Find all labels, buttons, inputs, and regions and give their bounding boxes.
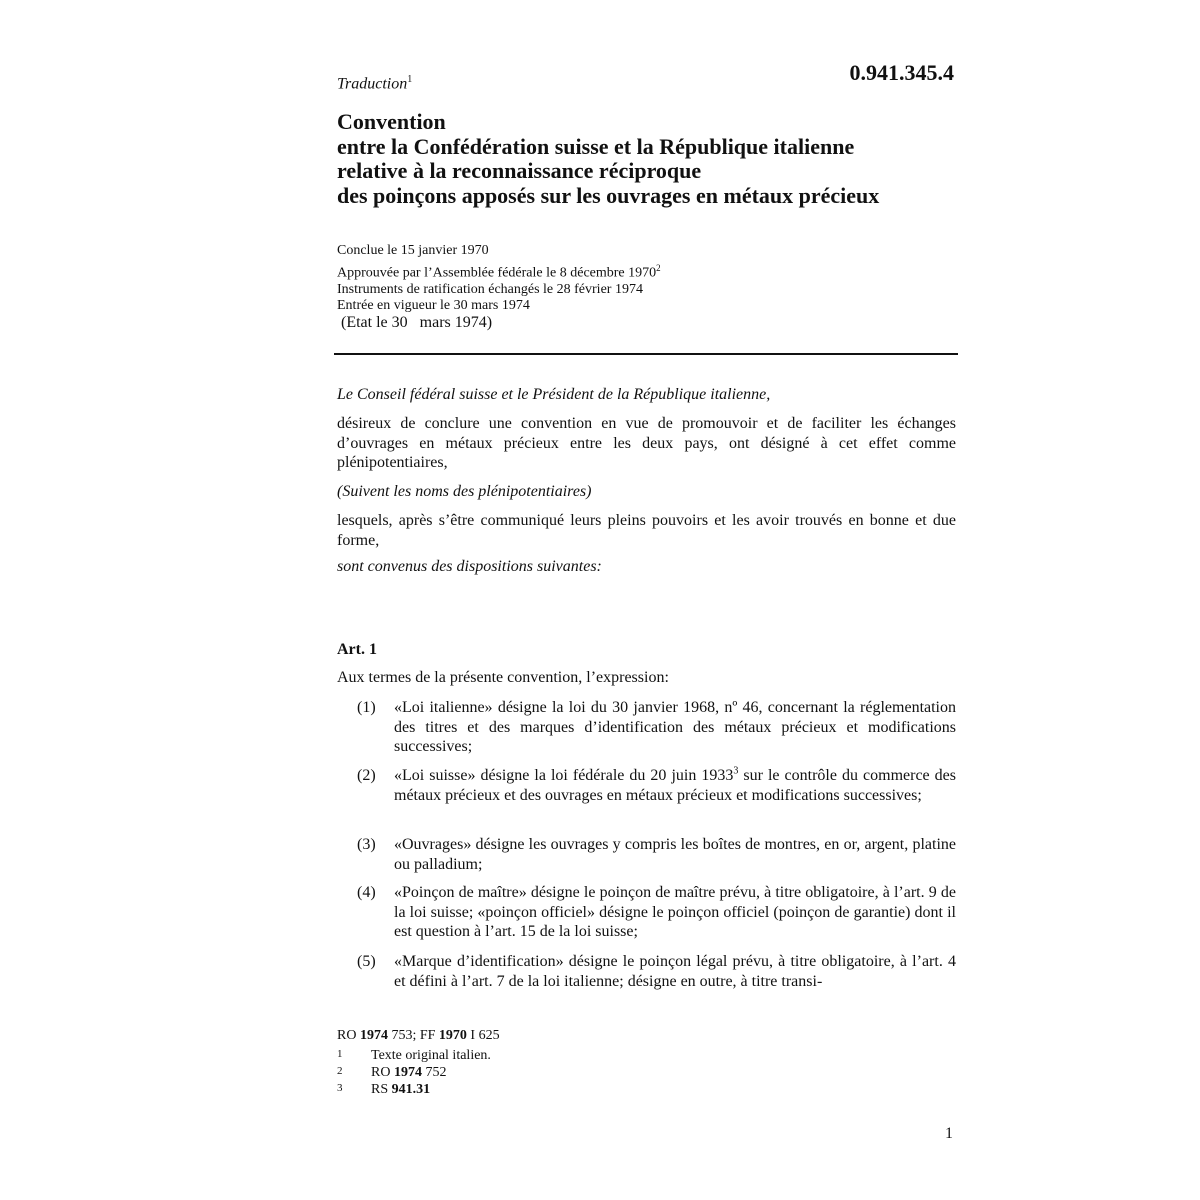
article-intro: Aux termes de la présente convention, l’expression: bbox=[337, 669, 669, 686]
translation-note: Traduction$^1$ bbox=[337, 74, 413, 93]
footnote-ref[interactable]: 1 bbox=[407, 74, 413, 85]
preamble-lesquels: lesquels, après s’être communiqué leurs pleins pouvoirs et les avoir trouvés en bonne et due forme, bbox=[337, 512, 956, 549]
title-line: entre la Confédération suisse et la République italienne bbox=[337, 133, 855, 159]
date-entry-into-force: Entrée en vigueur le 30 mars 1974 bbox=[337, 298, 530, 314]
date-ratification: Instruments de ratification échangés le 28 février 1974 bbox=[337, 281, 643, 297]
rs-number: 0.941.345.4 bbox=[849, 60, 954, 85]
title-line: des poinçons apposés sur les ouvrages en métaux précieux bbox=[337, 182, 880, 208]
footnote-ref[interactable]: 3 bbox=[733, 765, 739, 777]
divider bbox=[334, 353, 958, 355]
date-concluded: Conclue le 15 janvier 1970 bbox=[337, 243, 489, 258]
document-title bbox=[337, 110, 977, 208]
title-line: Convention bbox=[337, 109, 446, 134]
preamble-convenus: sont convenus des dispositions suivantes: bbox=[337, 558, 602, 575]
official-reference: RO 1974 753; FF 1970 I 625 bbox=[337, 1028, 500, 1043]
page-number: 1 bbox=[945, 1125, 953, 1142]
preamble-parties: Le Conseil fédéral suisse et le Président de la République italienne, bbox=[337, 386, 771, 403]
title-line: relative à la reconnaissance réciproque bbox=[337, 158, 702, 183]
article-title: Art. 1 bbox=[337, 641, 377, 658]
status-date: (Etat le 30 mars 1974) bbox=[341, 314, 493, 331]
footnote-ref[interactable]: 2 bbox=[656, 262, 661, 273]
preamble-desireux: désireux de conclure une convention en vue de promouvoir et de faciliter les échanges d’ouvrages en métaux précieux entre les deux pays, ont désigné à cet effet comme plénipotentiaires, bbox=[337, 415, 956, 471]
dates-block bbox=[337, 243, 661, 315]
preamble-suivent: (Suivent les noms des plénipotentiaires) bbox=[337, 483, 592, 500]
document-page: Traduction$^1$ 0.941.345.4 Convention entre la Confédération suisse et la République italienne relative à la reconnaissance réciproque des poinçons apposés sur les ouvrages en métaux précieux Conclue le 15 janvier 1970 Approuvée par l’Assemblée fédérale le 8 décembre 1970$^2$ Instruments de ratification échangés le 28 février 1974 Entrée en vigueur le 30 mars 1974 (Etat le 30 mars 1974) Le Conseil fédéral suisse et le Président de la République italienne, désireux de conclure une convention en vue de promouvoir et de faciliter les échanges d’ouvrages en métaux précieux entre les deux pays, ont désigné à cet effet comme plénipotentiaires, (Suivent les noms des plénipotentiaires) lesquels, après s’être communiqué leurs pleins pouvoirs et les avoir trouvés en bonne et due forme, sont convenus des dispositions suivantes: Art. 1 Aux termes de la présente convention, l’expression: (1) «Loi italienne» désigne la loi du 30 janvier 1968, nº 46, concernant la réglementation des titres et des marques d’identification des métaux précieux et modifications successives; (2) «Loi suisse» désigne la loi fédérale du 20 juin 1933$^3$ sur le contrôle du commerce des métaux précieux et des ouvrages en métaux précieux et modifications successives; (3) «Ouvrages» désigne les ouvrages y compris les boîtes de montres, en or, argent, platine ou palladium; (4) «Poinçon de maître» désigne le poinçon de maître prévu, à titre obligatoire, à l’art. 9 de la loi suisse; «poinçon officiel» désigne le poinçon officiel (poinçon de garantie) dont il est question à l’art. 15 de la loi suisse; (5) «Marque d’identification» désigne le poinçon légal prévu, à titre obligatoire, à l’art. 4 et défini à l’art. 7 de la loi italienne; désigne en outre, à titre transi- RO 1974 753; FF 1970 I 625 1 Texte original italien. 2 RO 1974 752 3 RS 941.31 1 bbox=[0, 0, 1200, 1200]
date-approved: Approuvée par l’Assemblée fédérale le 8 décembre 1970$^2$ bbox=[337, 262, 661, 281]
